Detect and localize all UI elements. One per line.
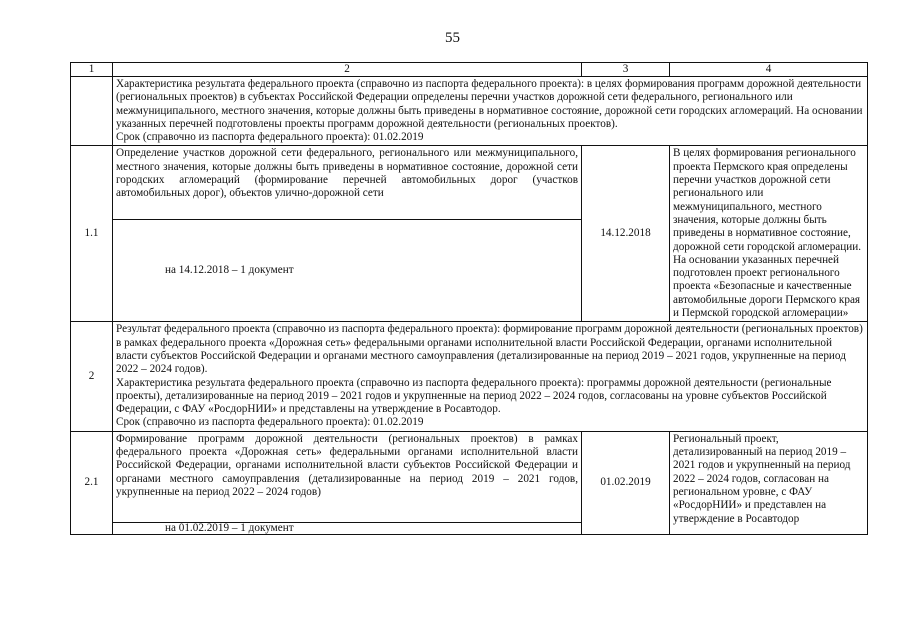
deadline-text: Срок (справочно из паспорта федерального проекта): 01.02.2019 (116, 416, 424, 429)
date-cell: 14.12.2018 (582, 146, 670, 322)
table-header-row (71, 63, 868, 77)
document-count-cell: на 01.02.2019 – 1 документ (113, 522, 582, 534)
table-row (71, 322, 868, 431)
document-table (70, 62, 868, 535)
table-row (71, 431, 868, 522)
column-header-1: 1 (71, 63, 113, 77)
column-header-4: 4 (670, 63, 868, 77)
document-count-cell: на 14.12.2018 – 1 документ (113, 219, 582, 322)
column-header-2: 2 (113, 63, 582, 77)
result-cell: В целях формирования регионального проекта Пермского края определены перечни участков дорожной сети регионального или межмуниципального, местного значения, которые должны быть приведены в нормативное состояние, дорожной сети городской агломерации. На основании указанных перечней подготовлен проект регионального проекта «Безопасные и качественные автомобильные дороги Пермского края и Пермской городской агломерации» (670, 146, 868, 322)
task-cell: Определение участков дорожной сети федерального, регионального или межмуниципального, местного значения, которые должны быть приведены в нормативное состояние, дорожной сети городских агломераций (формирование перечней автомобильных дорог (участков автомобильных дорог), объектов улично-дорожной сети (113, 146, 582, 219)
row-number: 1.1 (71, 146, 113, 322)
column-header-3: 3 (582, 63, 670, 77)
characteristic-cell (113, 77, 868, 146)
page-number: 55 (445, 30, 460, 46)
result-description-cell (113, 322, 868, 431)
result-cell: Региональный проект, детализированный на период 2019 – 2021 годов и укрупненный на период 2022 – 2024 годов, согласован на региональном уровне, с ФАУ «РосдорНИИ» и представлен на утверждение в Росавтодор (670, 431, 868, 534)
row-number-cell (71, 77, 113, 146)
deadline-text: Срок (справочно из паспорта федерального проекта): 01.02.2019 (116, 131, 424, 144)
row-number: 2 (71, 322, 113, 431)
result-text: Результат федерального проекта (справочно из паспорта федерального проекта): формирование программ дорожной деятельности (региональных проектов) в рамках федерального проекта «Дорожная сеть» федеральными органами исполнительной власти Российской Федерации, органами исполнительной власти субъектов Российской Федерации и органами местного самоуправления (детализированные на период 2019 – 2021 годов, укрупненные на период 2022 – 2024 годов). (116, 323, 863, 376)
characteristic-text: Характеристика результата федерального проекта (справочно из паспорта федерального проекта): программы дорожной деятельности (региональные проекты), детализированные на период 2019 – 2021 годов и укрупненные на период 2022 – 2024 годов, согласованы на уровне субъектов Российской Федерации, с ФАУ «РосдорНИИ» и представлены на утверждение в Росавтодор. (116, 376, 832, 416)
characteristic-text: Характеристика результата федерального проекта (справочно из паспорта федерального проекта): в целях формирования программ дорожной деятельности (региональных проектов) в субъектах Российской Федерации определены перечни участков дорожной сети федерального, регионального или межмуниципального, местного значения, которые должны быть приведены в нормативное состояние, дорожной сети городских агломераций. На основании указанных перечней подготовлены проекты программ дорожной деятельности (региональных проектов). (116, 78, 863, 130)
task-cell: Формирование программ дорожной деятельности (региональных проектов) в рамках федерального проекта «Дорожная сеть» федеральными органами исполнительной власти Российской Федерации, органами исполнительной власти субъектов Российской Федерации и органами местного самоуправления (детализированные на период 2019 – 2021 годов, укрупненные на период 2022 – 2024 годов) (113, 431, 582, 522)
date-cell: 01.02.2019 (582, 431, 670, 534)
row-number: 2.1 (71, 431, 113, 534)
table-row (71, 146, 868, 219)
table-row (71, 77, 868, 146)
